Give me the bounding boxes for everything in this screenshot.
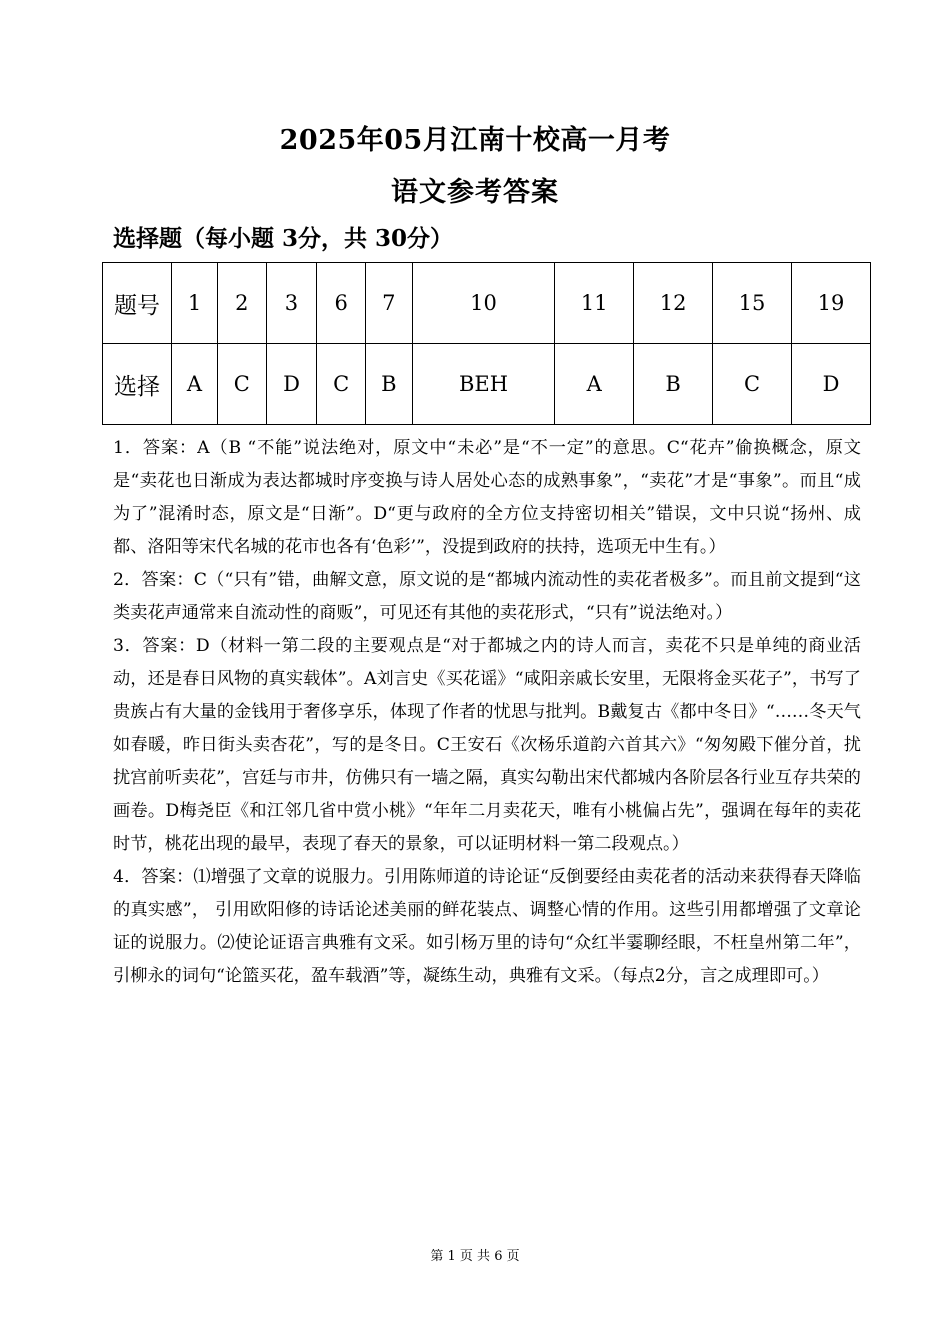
choice-cell: A <box>172 344 218 425</box>
question-cell: 15 <box>713 263 792 344</box>
page-title: 2025年05月江南十校高一月考 <box>279 125 671 156</box>
question-cell: 12 <box>634 263 713 344</box>
choice-cell: D <box>266 344 317 425</box>
row-label-choice: 选择 <box>103 344 172 425</box>
question-number-row <box>103 263 871 344</box>
question-cell: 10 <box>412 263 555 344</box>
explanation-paragraph: 1．答案：A（B “不能”说法绝对，原文中“未必”是“不一定”的意思。C“花卉”偷换概念，原文是“卖花也日渐成为表达都城时序变换与诗人居处心态的成熟事象”，“卖花”才是“事象”。而且“成为了”混淆时态，原文是“日渐”。D“更与政府的全方位支持密切相关”错误，文中只说“扬州、成都、洛阳等宋代名城的花市也各有‘色彩’”，没提到政府的扶持，选项无中生有。） <box>113 438 861 557</box>
section-title: 选择题（每小题 3分，共 30分） <box>113 225 454 252</box>
answer-table <box>102 262 871 425</box>
choice-cell: B <box>634 344 713 425</box>
answer-explanations <box>113 432 861 993</box>
question-cell: 19 <box>792 263 871 344</box>
choice-cell: C <box>218 344 267 425</box>
choice-cell: A <box>555 344 634 425</box>
row-label-question: 题号 <box>103 263 172 344</box>
page-subtitle: 语文参考答案 <box>391 177 559 208</box>
explanation-paragraph: 2．答案：C（“只有”错，曲解文意，原文说的是“都城内流动性的卖花者极多”。而且前文提到“这类卖花声通常来自流动性的商贩”，可见还有其他的卖花形式，“只有”说法绝对。） <box>113 570 861 623</box>
choice-cell: D <box>792 344 871 425</box>
page-footer: 第 1 页 共 6 页 <box>430 1249 520 1264</box>
choice-row <box>103 344 871 425</box>
question-cell: 11 <box>555 263 634 344</box>
explanation-paragraph: 3．答案：D（材料一第二段的主要观点是“对于都城之内的诗人而言，卖花不只是单纯的商业活动，还是春日风物的真实载体”。A刘言史《买花谣》“咸阳亲戚长安里，无限将金买花子”，书写了贵族占有大量的金钱用于奢侈享乐，体现了作者的忧思与批判。B戴复古《都中冬日》“……冬天气如春暖，昨日街头卖杏花”，写的是冬日。C王安石《次杨乐道韵六首其六》“匆匆殿下催分首，扰扰宫前听卖花”，宫廷与市井，仿佛只有一墙之隔，真实勾勒出宋代都城内各阶层各行业互存共荣的画卷。D梅尧臣《和江邻几省中赏小桃》“年年二月卖花天，唯有小桃偏占先”，强调在每年的卖花时节，桃花出现的最早，表现了春天的景象，可以证明材料一第二段观点。） <box>113 636 861 854</box>
explanation-paragraph: 4．答案：⑴增强了文章的说服力。引用陈师道的诗论证“反倒要经由卖花者的活动来获得春天降临的真实感”， 引用欧阳修的诗话论述美丽的鲜花装点、调整心情的作用。这些引用都增强了文章论证的说服力。⑵使论证语言典雅有文采。如引杨万里的诗句“众红半霎聊经眼，不枉皇州第二年”，引柳永的词句“论篮买花，盈车载酒”等，凝练生动，典雅有文采。（每点2分，言之成理即可。） <box>113 867 861 986</box>
choice-cell: B <box>365 344 412 425</box>
question-cell: 7 <box>365 263 412 344</box>
question-cell: 1 <box>172 263 218 344</box>
choice-cell: C <box>317 344 366 425</box>
question-cell: 6 <box>317 263 366 344</box>
choice-cell: C <box>713 344 792 425</box>
choice-cell: BEH <box>412 344 555 425</box>
question-cell: 2 <box>218 263 267 344</box>
question-cell: 3 <box>266 263 317 344</box>
